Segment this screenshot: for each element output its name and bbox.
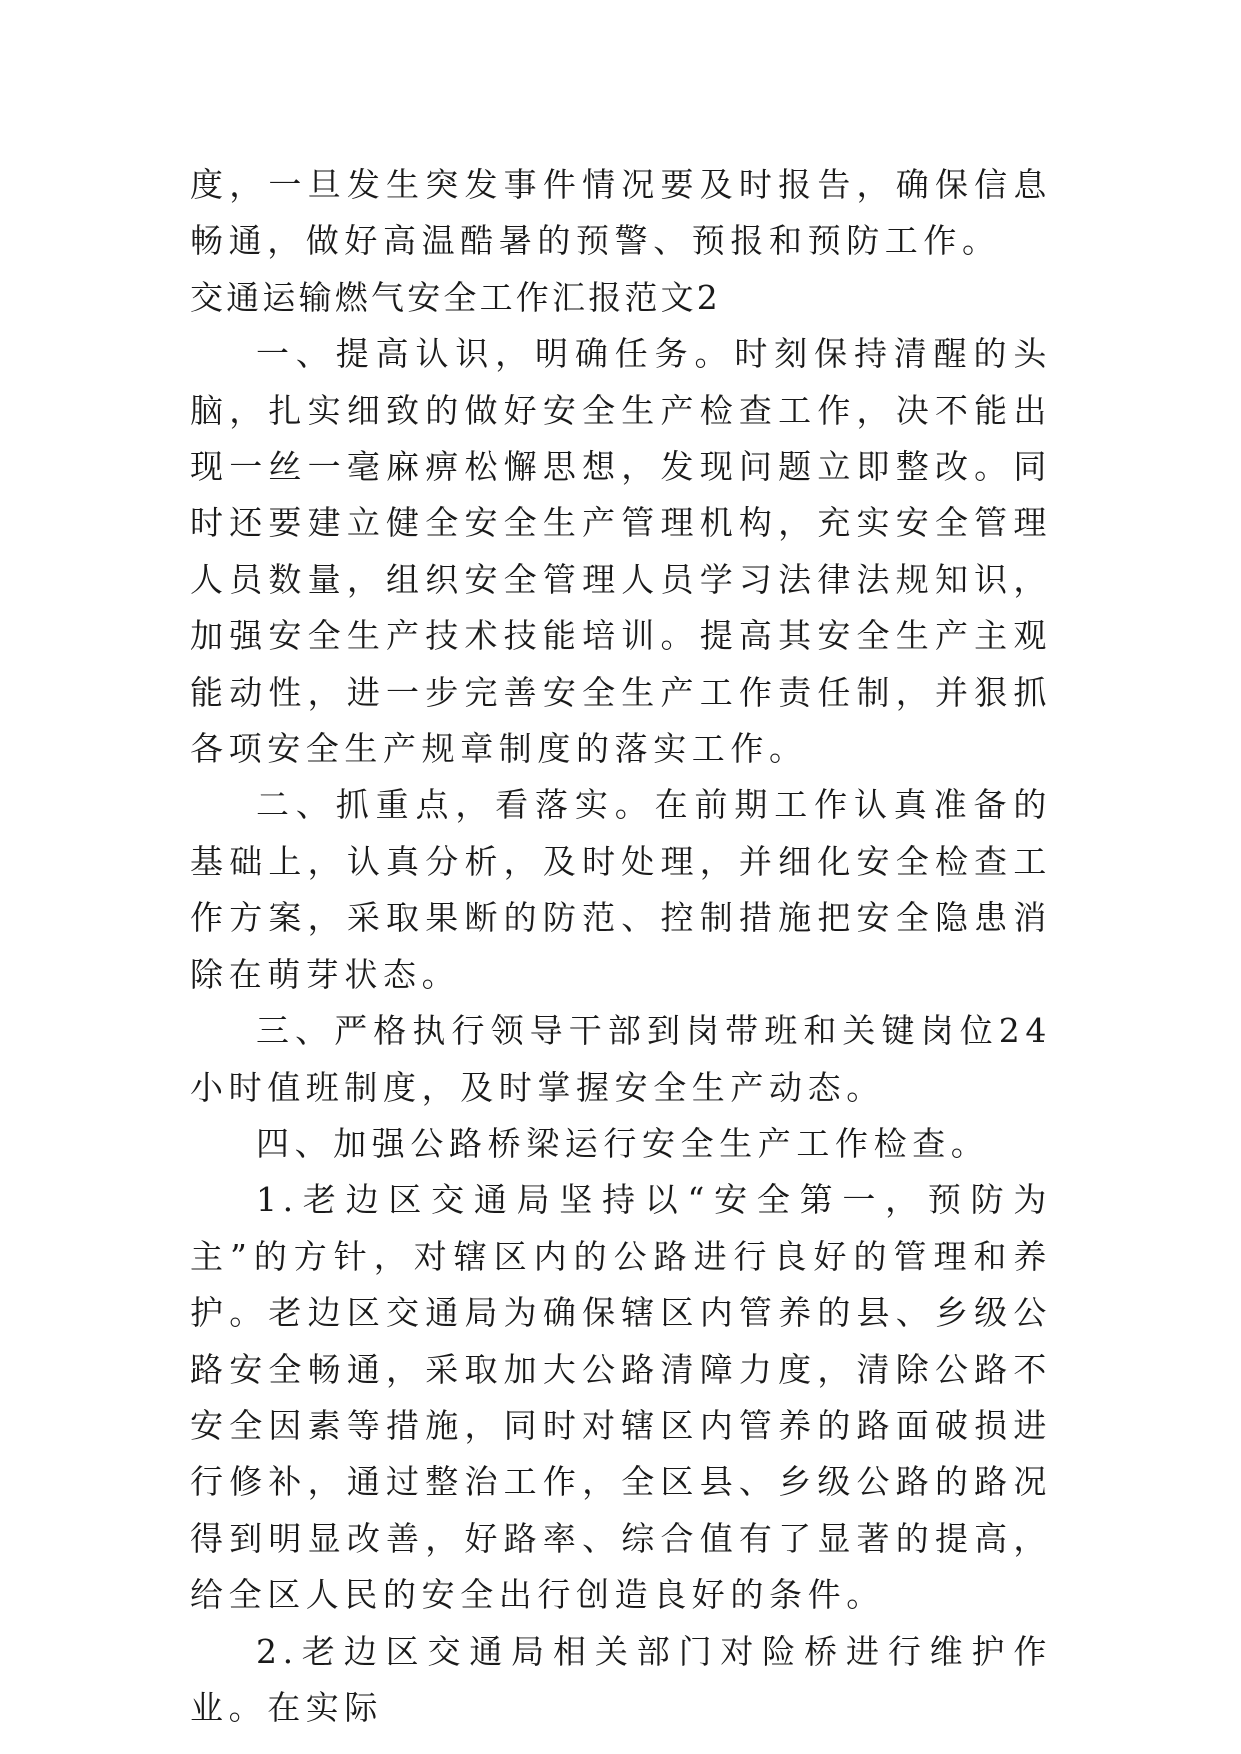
paragraph-item-four: 四、加强公路桥梁运行安全生产工作检查。 xyxy=(256,1123,990,1163)
paragraph-item-two: 二、抓重点，看落实。在前期工作认真准备的基础上，认真分析，及时处理，并细化安全检查工作方案，采取果断的防范、控制措施把安全隐患消除在萌芽状态。 xyxy=(190,785,1052,994)
document-body xyxy=(190,157,1052,1736)
paragraph-subitem-two: 2.老边区交通局相关部门对险桥进行维护作业。在实际 xyxy=(190,1631,1052,1727)
paragraph-item-three: 三、严格执行领导干部到岗带班和关键岗位24小时值班制度，及时掌握安全生产动态。 xyxy=(190,1011,1052,1107)
paragraph-subitem-one: 1.老边区交通局坚持以“安全第一，预防为主”的方针，对辖区内的公路进行良好的管理和养护。老边区交通局为确保辖区内管养的县、乡级公路安全畅通，采取加大公路清障力度，清除公路不安全因素等措施，同时对辖区内管养的路面破损进行修补，通过整治工作，全区县、乡级公路的路况得到明显改善，好路率、综合值有了显著的提高，给全区人民的安全出行创造良好的条件。 xyxy=(190,1180,1052,1615)
paragraph-continuation: 度，一旦发生突发事件情况要及时报告，确保信息畅通，做好高温酷暑的预警、预报和预防工作。 xyxy=(190,165,1052,261)
section-heading: 交通运输燃气安全工作汇报范文2 xyxy=(190,277,721,317)
paragraph-item-one: 一、提高认识，明确任务。时刻保持清醒的头脑，扎实细致的做好安全生产检查工作，决不能出现一丝一毫麻痹松懈思想，发现问题立即整改。同时还要建立健全安全生产管理机构，充实安全管理人员数量，组织安全管理人员学习法律法规知识，加强安全生产技术技能培训。提高其安全生产主观能动性，进一步完善安全生产工作责任制，并狠抓各项安全生产规章制度的落实工作。 xyxy=(190,334,1052,769)
